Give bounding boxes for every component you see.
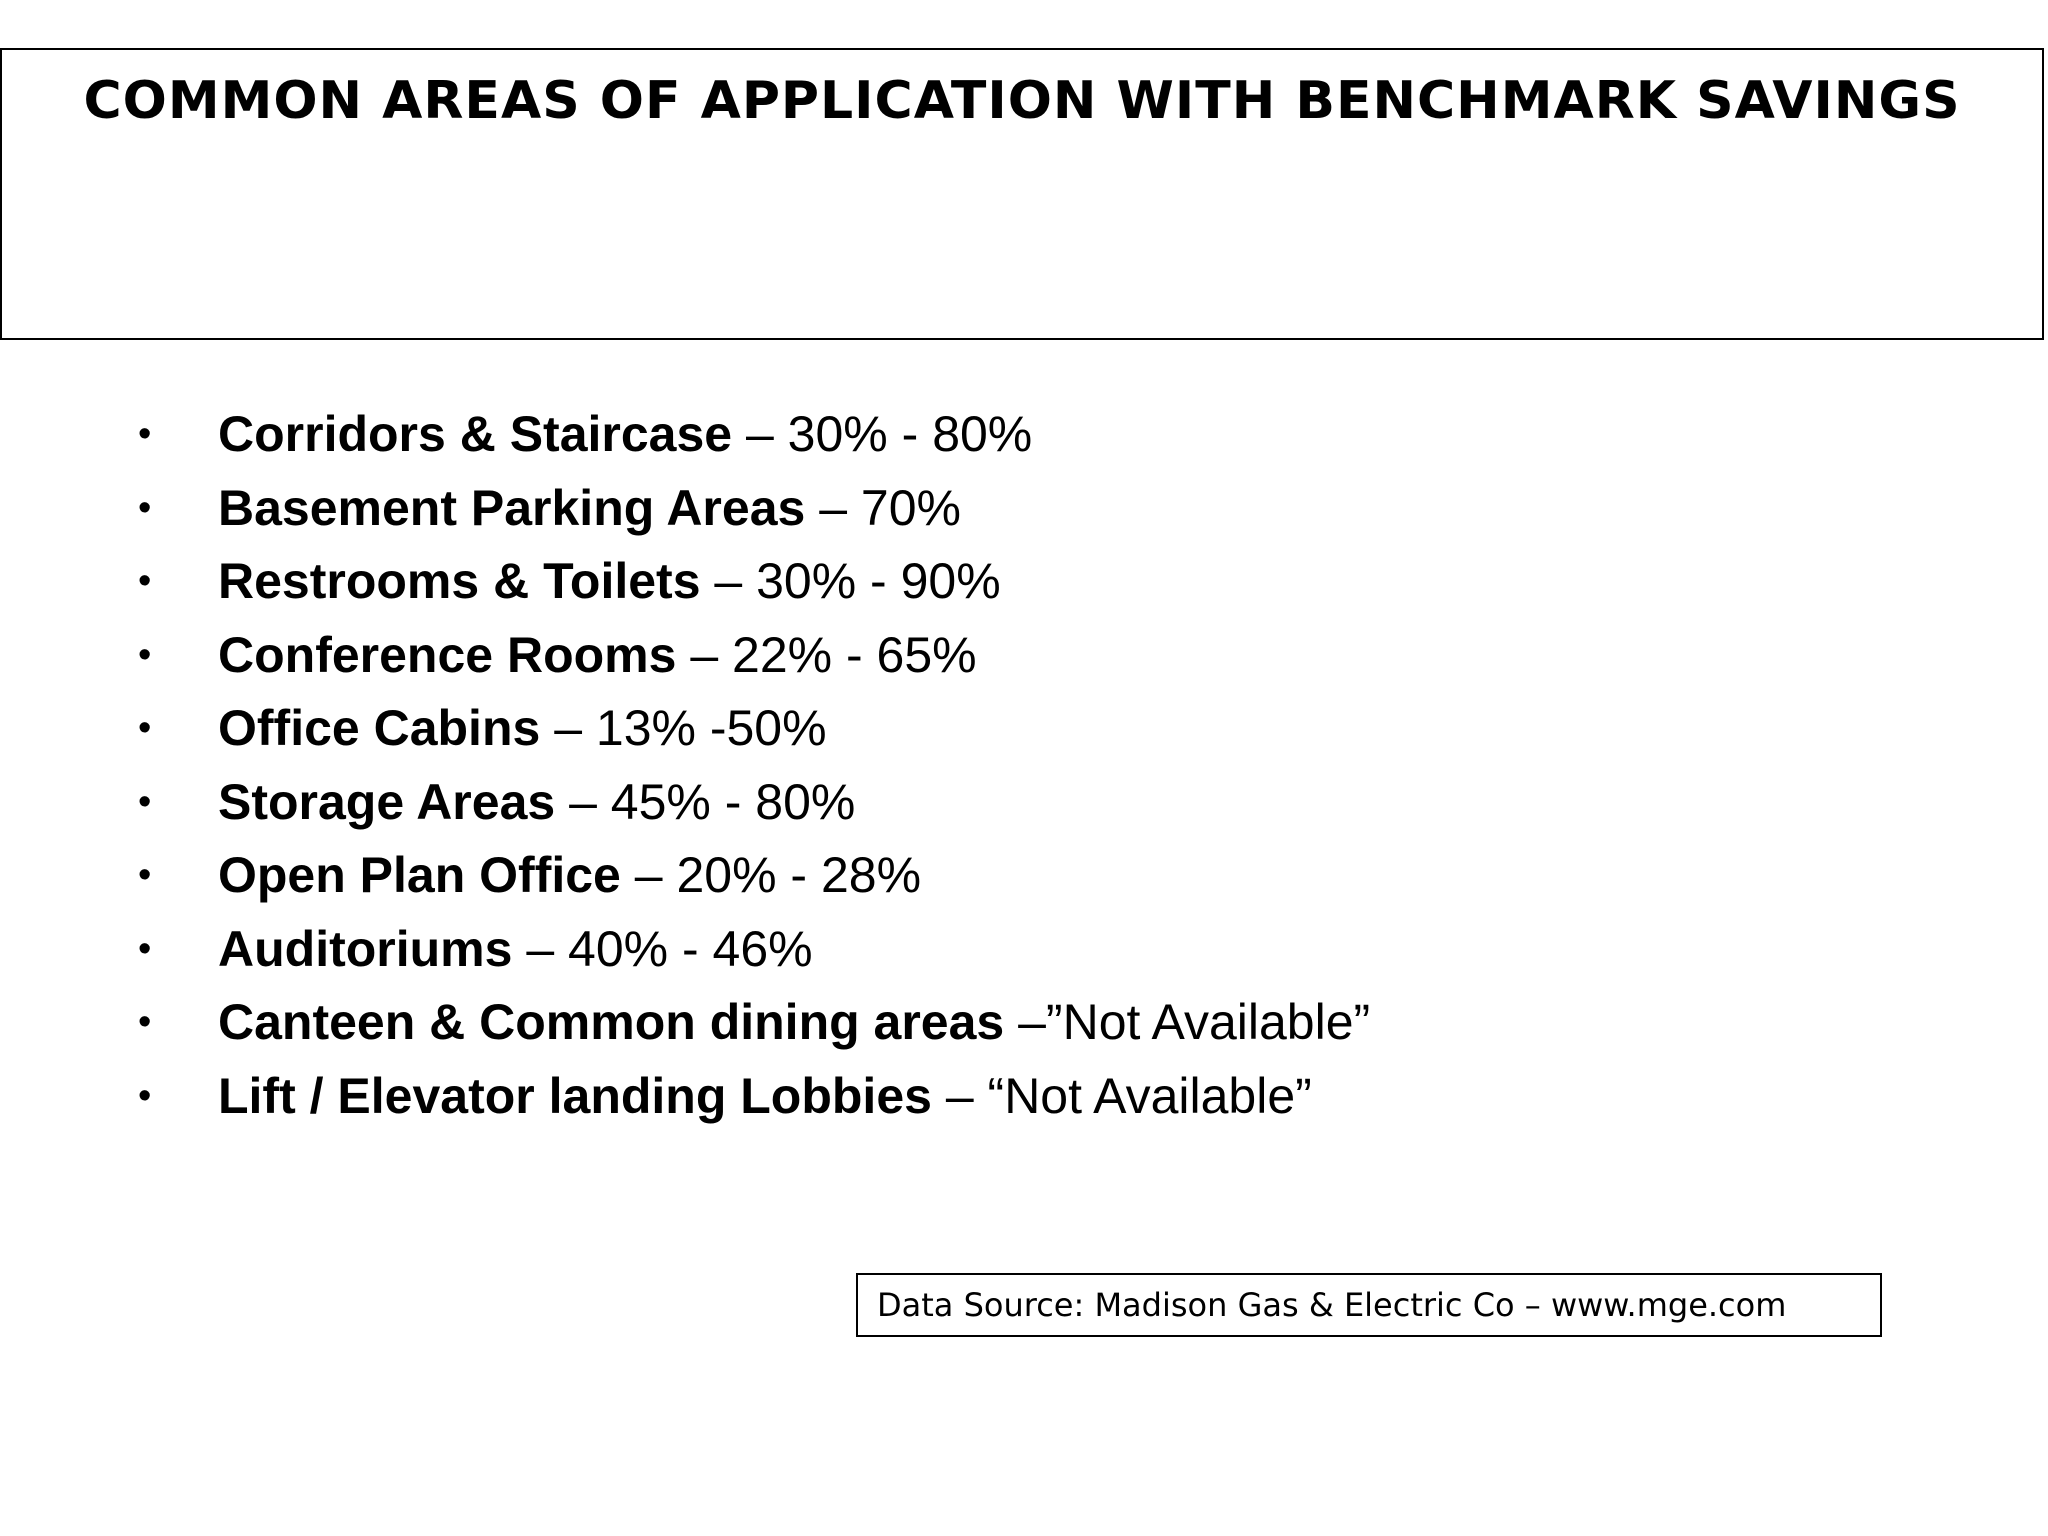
list-item-content [218, 913, 813, 987]
savings-value: – 20% - 28% [620, 847, 922, 903]
bullet-icon: • [138, 707, 152, 749]
bullet-icon: • [138, 780, 152, 823]
list-item-content [218, 619, 977, 693]
list-item-content [218, 398, 1032, 472]
area-label: Open Plan Office [218, 847, 621, 903]
bullet-icon: • [138, 927, 152, 970]
savings-value: – 30% - 80% [732, 406, 1033, 462]
page-title: COMMON AREAS OF APPLICATION WITH BENCHMARK SAVINGS [83, 71, 1961, 131]
area-label: Lift / Elevator landing Lobbies [218, 1067, 932, 1124]
savings-value: – 22% - 65% [676, 626, 977, 683]
savings-value: –”Not Available” [1004, 994, 1371, 1050]
savings-value: – 45% - 80% [555, 773, 856, 830]
list-item-content [218, 545, 1001, 619]
savings-value: – 30% - 90% [700, 553, 1001, 609]
area-label: Office Cabins [218, 700, 541, 756]
list-item-content [218, 766, 855, 840]
bullet-icon: • [138, 1001, 152, 1043]
data-source-note: Data Source: Madison Gas & Electric Co – www.mge.com [856, 1273, 1882, 1337]
area-label: Storage Areas [218, 773, 556, 830]
savings-value: – 70% [805, 479, 961, 536]
title-box [0, 48, 2044, 340]
area-label: Auditoriums [218, 920, 513, 977]
bullet-icon: • [138, 413, 152, 455]
list-item-content [218, 839, 921, 913]
bullet-icon: • [138, 854, 152, 896]
bullet-icon: • [138, 560, 152, 602]
area-label: Basement Parking Areas [218, 479, 806, 536]
bullet-icon: • [138, 486, 152, 529]
bullet-icon: • [138, 1074, 152, 1117]
list-item-content [218, 986, 1370, 1060]
area-label: Restrooms & Toilets [218, 553, 701, 609]
savings-value: – “Not Available” [931, 1067, 1312, 1124]
savings-value: – 40% - 46% [512, 920, 813, 977]
savings-value: – 13% -50% [540, 700, 827, 756]
bullet-icon: • [138, 633, 152, 676]
area-label: Conference Rooms [218, 626, 677, 683]
list-item-content [218, 692, 827, 766]
list-item-content [218, 472, 961, 546]
list-item-content [218, 1060, 1312, 1134]
area-label: Canteen & Common dining areas [218, 994, 1005, 1050]
area-label: Corridors & Staircase [218, 406, 733, 462]
